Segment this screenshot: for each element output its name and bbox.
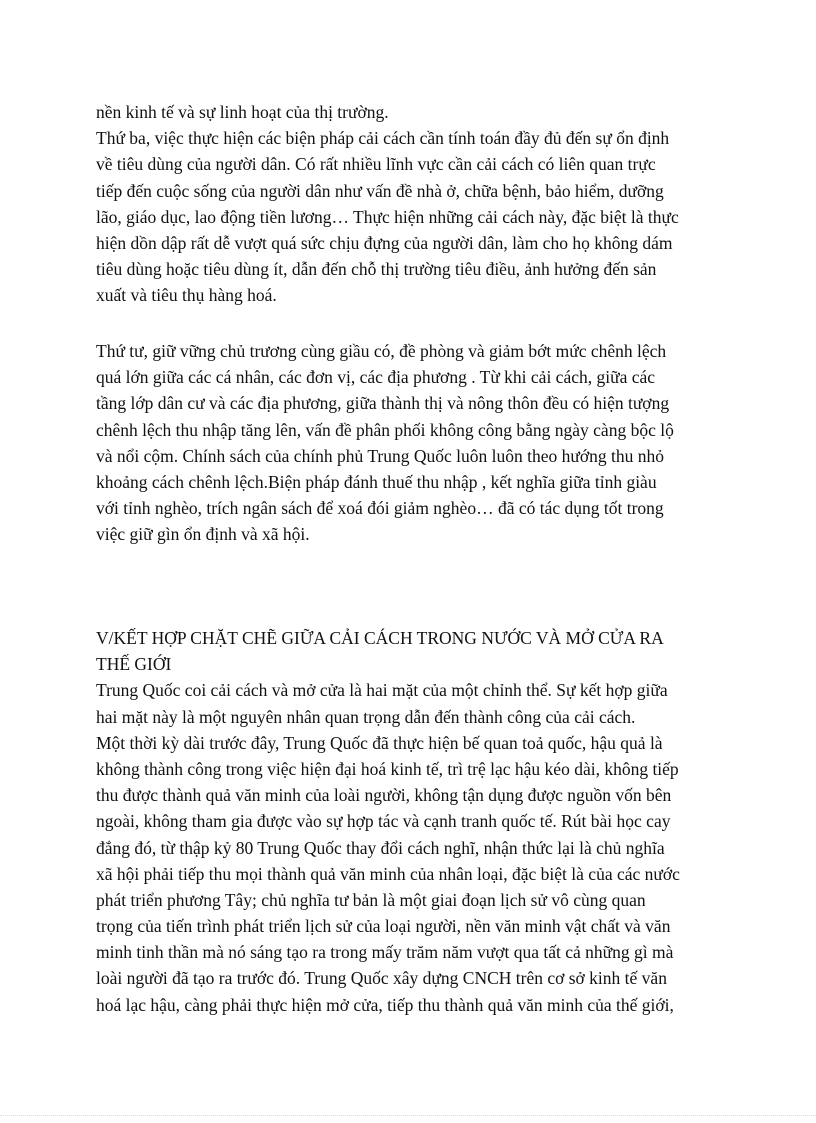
text-line: phát triển phương Tây; chủ nghĩa tư bản là một giai đoạn lịch sử vô cùng quan xyxy=(96,889,646,910)
text-line: khoảng cách chênh lệch.Biện pháp đánh thuế thu nhập , kết nghĩa giữa tỉnh giàu xyxy=(96,471,657,492)
text-line: hoá lạc hậu, càng phải thực hiện mở cửa, tiếp thu thành quả văn minh của thế giới, xyxy=(96,994,674,1015)
section-heading: THẾ GIỚI xyxy=(96,654,172,675)
paragraph-consumer-stability xyxy=(96,99,724,309)
text-line: với tỉnh nghèo, trích ngân sách để xoá đói giảm nghèo… đã có tác dụng tốt trong xyxy=(96,498,664,519)
text-line: nền kinh tế và sự linh hoạt của thị trường. xyxy=(96,102,389,122)
section-heading: V/KẾT HỢP CHẶT CHẼ GIỮA CẢI CÁCH TRONG NƯỚC VÀ MỞ CỬA RA xyxy=(96,628,664,648)
paragraph-common-prosperity xyxy=(96,338,724,548)
text-line: xuất và tiêu thụ hàng hoá. xyxy=(96,285,277,306)
text-line: tiêu dùng hoặc tiêu dùng ít, dẫn đến chỗ thị trường tiêu điều, ảnh hưởng đến sản xyxy=(96,259,657,280)
text-line: lão, giáo dục, lao động tiền lương… Thực hiện những cải cách này, đặc biệt là thực xyxy=(96,206,679,227)
text-line: loài người đã tạo ra trước đó. Trung Quốc xây dựng CNCH trên cơ sở kinh tế văn xyxy=(96,968,667,989)
text-line: về tiêu dùng của người dân. Có rất nhiều lĩnh vực cần cải cách có liên quan trực xyxy=(96,154,656,175)
text-line: xã hội phải tiếp thu mọi thành quả văn minh của nhân loại, đặc biệt là của các nước xyxy=(96,863,680,884)
page-bottom-divider xyxy=(0,1115,816,1116)
text-line: tầng lớp dân cư và các địa phương, giữa thành thị và nông thôn đều có hiện tượng xyxy=(96,393,670,414)
text-line: chênh lệch thu nhập tăng lên, vấn đề phân phối không công bằng ngày càng bộc lộ xyxy=(96,419,674,440)
text-line: Thứ ba, việc thực hiện các biện pháp cải cách cần tính toán đầy đủ đến sự ổn định xyxy=(96,128,670,149)
text-line: quá lớn giữa các cá nhân, các đơn vị, các địa phương . Từ khi cải cách, giữa các xyxy=(96,367,656,388)
text-line: minh tinh thần mà nó sáng tạo ra trong mấy trăm năm vượt qua tất cả những gì mà xyxy=(96,942,674,963)
text-line: tiếp đến cuộc sống của người dân như vấn đề nhà ở, chữa bệnh, bảo hiểm, dưỡng xyxy=(96,180,664,201)
text-line: trọng của tiến trình phát triển lịch sử của loại người, nền văn minh vật chất và văn xyxy=(96,916,671,937)
text-line: không thành công trong việc hiện đại hoá kinh tế, trì trệ lạc hậu kéo dài, không tiếp xyxy=(96,758,679,779)
text-line: ngoài, không tham gia được vào sự hợp tác và cạnh tranh quốc tế. Rút bài học cay xyxy=(96,811,671,832)
text-line: và nổi cộm. Chính sách của chính phủ Trung Quốc luôn luôn theo hướng thu nhỏ xyxy=(96,445,664,466)
text-line: hai mặt này là một nguyên nhân quan trọng dẫn đến thành công của cải cách. xyxy=(96,706,636,727)
text-line: việc giữ gìn ổn định và xã hội. xyxy=(96,524,310,545)
text-line: thu được thành quả văn minh của loài người, không tận dụng được nguồn vốn bên xyxy=(96,785,672,806)
section-reform-and-opening xyxy=(96,625,724,1018)
text-line: hiện dồn dập rất dễ vượt quá sức chịu đựng của người dân, làm cho họ không dám xyxy=(96,232,673,253)
text-line: Thứ tư, giữ vững chủ trương cùng giầu có, đề phòng và giảm bớt mức chênh lệch xyxy=(96,341,667,361)
text-line: Trung Quốc coi cải cách và mở cửa là hai mặt của một chỉnh thể. Sự kết hợp giữa xyxy=(96,680,668,701)
text-line: Một thời kỳ dài trước đây, Trung Quốc đã thực hiện bế quan toả quốc, hậu quả là xyxy=(96,732,663,753)
text-line: đắng đó, từ thập kỷ 80 Trung Quốc thay đổi cách nghĩ, nhận thức lại là chủ nghĩa xyxy=(96,837,665,858)
